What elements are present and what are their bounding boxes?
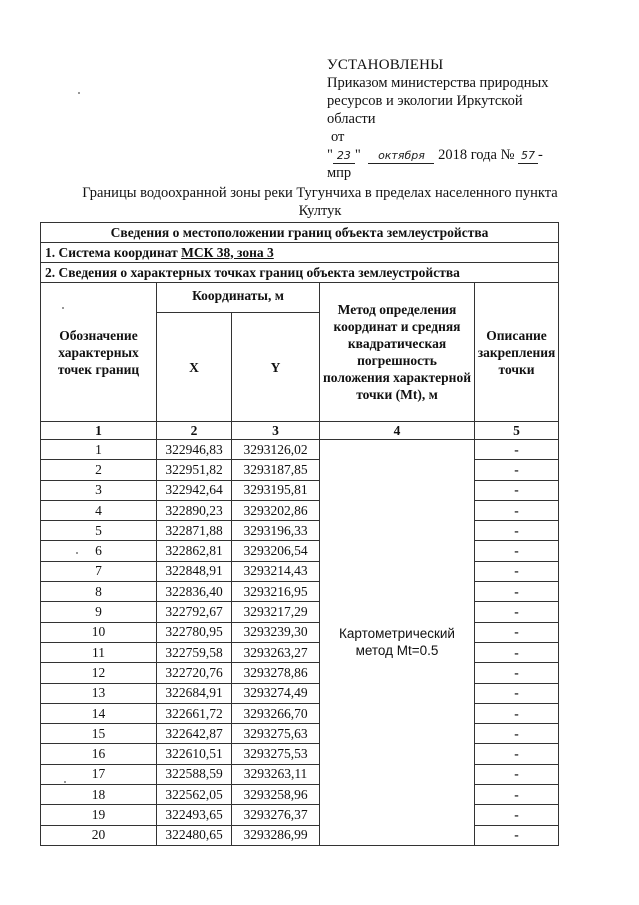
- section-title-row: [41, 223, 559, 243]
- point-number: 20: [41, 825, 157, 845]
- table-row: [41, 561, 559, 581]
- point-description: -: [475, 683, 559, 703]
- point-x: 322890,23: [157, 500, 232, 520]
- order-year-text: 2018 года №: [438, 147, 515, 163]
- point-y: 3293286,99: [232, 825, 320, 845]
- point-x: 322562,05: [157, 785, 232, 805]
- coordinate-system-name: МСК 38, зона 3: [181, 244, 274, 260]
- table-row: [41, 642, 559, 662]
- method-value-line-2: метод Mt=0.5: [355, 643, 439, 659]
- point-y: 3293214,43: [232, 561, 320, 581]
- point-x: 322480,65: [157, 825, 232, 845]
- point-y: 3293263,27: [232, 642, 320, 662]
- point-number: 16: [41, 744, 157, 764]
- point-number: 19: [41, 805, 157, 825]
- column-number: 2: [157, 422, 232, 440]
- order-line-2: ресурсов и экологии Иркутской: [327, 93, 523, 109]
- point-description: -: [475, 663, 559, 683]
- point-number: 13: [41, 683, 157, 703]
- table-row: [41, 724, 559, 744]
- header-x: X: [157, 313, 232, 422]
- handwritten-month: октября: [368, 149, 434, 164]
- order-from-label: от: [331, 129, 345, 145]
- point-number: 15: [41, 724, 157, 744]
- table-row: [41, 764, 559, 784]
- header-row-1: [41, 283, 559, 313]
- column-number: 4: [320, 422, 475, 440]
- point-description: -: [475, 785, 559, 805]
- point-y: 3293216,95: [232, 582, 320, 602]
- point-x: 322942,64: [157, 480, 232, 500]
- point-x: 322871,88: [157, 521, 232, 541]
- point-description: -: [475, 805, 559, 825]
- point-description: -: [475, 460, 559, 480]
- document-title-line-2: Култук: [298, 203, 342, 219]
- point-x: 322862,81: [157, 541, 232, 561]
- quote-open: ": [327, 147, 333, 163]
- table-row: [41, 805, 559, 825]
- point-description: -: [475, 541, 559, 561]
- point-x: 322946,83: [157, 440, 232, 460]
- point-description: -: [475, 622, 559, 642]
- point-y: 3293263,11: [232, 764, 320, 784]
- point-number: 14: [41, 703, 157, 723]
- table-row: [41, 480, 559, 500]
- approval-title: УСТАНОВЛЕНЫ: [327, 57, 444, 73]
- table-row: [41, 541, 559, 561]
- point-x: 322610,51: [157, 744, 232, 764]
- point-y: 3293202,86: [232, 500, 320, 520]
- point-y: 3293187,85: [232, 460, 320, 480]
- table-row: [41, 703, 559, 723]
- table-row: [41, 521, 559, 541]
- point-description: -: [475, 440, 559, 460]
- column-number: 1: [41, 422, 157, 440]
- document-title: [40, 184, 600, 220]
- point-x: 322588,59: [157, 764, 232, 784]
- points-title-row: [41, 263, 559, 283]
- point-x: 322836,40: [157, 582, 232, 602]
- quote-close: ": [354, 147, 361, 163]
- point-description: -: [475, 521, 559, 541]
- point-description: -: [475, 724, 559, 744]
- point-y: 3293206,54: [232, 541, 320, 561]
- point-description: -: [475, 764, 559, 784]
- approval-header: [327, 56, 627, 182]
- point-number: 2: [41, 460, 157, 480]
- point-x: 322720,76: [157, 663, 232, 683]
- column-number: 5: [475, 422, 559, 440]
- handwritten-order-number: 57: [518, 149, 538, 164]
- handwritten-day: 23: [333, 149, 355, 164]
- coordinate-system-prefix: 1. Система координат: [45, 244, 182, 260]
- order-line-1: Приказом министерства природных: [327, 75, 549, 91]
- point-number: 9: [41, 602, 157, 622]
- boundary-points-table: [40, 222, 559, 846]
- table-row: [41, 602, 559, 622]
- point-description: -: [475, 480, 559, 500]
- point-y: 3293276,37: [232, 805, 320, 825]
- section-title: Сведения о местоположении границ объекта землеустройства: [41, 223, 559, 243]
- point-y: 3293217,29: [232, 602, 320, 622]
- order-suffix: мпр: [327, 165, 352, 181]
- point-number: 4: [41, 500, 157, 520]
- point-number: 6: [41, 541, 157, 561]
- point-description: -: [475, 642, 559, 662]
- point-y: 3293278,86: [232, 663, 320, 683]
- scan-speck: [64, 781, 66, 783]
- table-row: [41, 683, 559, 703]
- point-description: -: [475, 703, 559, 723]
- point-description: -: [475, 582, 559, 602]
- point-number: 8: [41, 582, 157, 602]
- point-x: 322792,67: [157, 602, 232, 622]
- coordinate-system-row: [41, 243, 559, 263]
- point-number: 3: [41, 480, 157, 500]
- point-description: -: [475, 825, 559, 845]
- point-description: -: [475, 561, 559, 581]
- header-coordinates: Координаты, м: [157, 283, 320, 313]
- point-x: 322661,72: [157, 703, 232, 723]
- table-row: [41, 622, 559, 642]
- point-number: 11: [41, 642, 157, 662]
- point-number: 7: [41, 561, 157, 581]
- scan-speck: [78, 92, 80, 94]
- point-x: 322780,95: [157, 622, 232, 642]
- document-title-line-1: Границы водоохранной зоны реки Тугунчиха в пределах населенного пункта: [82, 185, 558, 201]
- point-x: 322848,91: [157, 561, 232, 581]
- points-title: 2. Сведения о характерных точках границ объекта землеустройства: [41, 263, 559, 283]
- point-y: 3293274,49: [232, 683, 320, 703]
- point-description: -: [475, 500, 559, 520]
- table-row: [41, 744, 559, 764]
- point-x: 322642,87: [157, 724, 232, 744]
- header-y: Y: [232, 313, 320, 422]
- table-row: [41, 582, 559, 602]
- table-row: [41, 440, 559, 460]
- point-y: 3293195,81: [232, 480, 320, 500]
- point-number: 12: [41, 663, 157, 683]
- column-number: 3: [232, 422, 320, 440]
- point-number: 1: [41, 440, 157, 460]
- point-y: 3293239,30: [232, 622, 320, 642]
- header-method: Метод определения координат и средняя квадратическая погрешность положения характерной точки (Mt), м: [320, 283, 475, 422]
- point-description: -: [475, 744, 559, 764]
- table-row: [41, 460, 559, 480]
- point-x: 322951,82: [157, 460, 232, 480]
- order-date-line: [327, 146, 627, 164]
- order-number-dash: -: [538, 147, 543, 163]
- point-y: 3293126,02: [232, 440, 320, 460]
- point-number: 10: [41, 622, 157, 642]
- method-value: [320, 440, 475, 846]
- coordinate-system: [41, 243, 559, 263]
- column-number-row: [41, 422, 559, 440]
- point-description: -: [475, 602, 559, 622]
- header-description: Описание закрепления точки: [475, 283, 559, 422]
- point-x: 322493,65: [157, 805, 232, 825]
- table-row: [41, 825, 559, 845]
- point-number: 5: [41, 521, 157, 541]
- point-number: 17: [41, 764, 157, 784]
- header-designation: Обозначение характерных точек границ: [41, 283, 157, 422]
- table-row: [41, 785, 559, 805]
- table-row: [41, 500, 559, 520]
- scan-speck: [62, 307, 64, 309]
- point-number: 18: [41, 785, 157, 805]
- point-y: 3293196,33: [232, 521, 320, 541]
- point-y: 3293275,63: [232, 724, 320, 744]
- scan-speck: [76, 552, 78, 554]
- point-y: 3293258,96: [232, 785, 320, 805]
- point-x: 322684,91: [157, 683, 232, 703]
- order-line-3: области: [327, 111, 376, 127]
- table-row: [41, 663, 559, 683]
- point-y: 3293266,70: [232, 703, 320, 723]
- method-value-line-1: Картометрический: [339, 626, 455, 642]
- point-y: 3293275,53: [232, 744, 320, 764]
- point-x: 322759,58: [157, 642, 232, 662]
